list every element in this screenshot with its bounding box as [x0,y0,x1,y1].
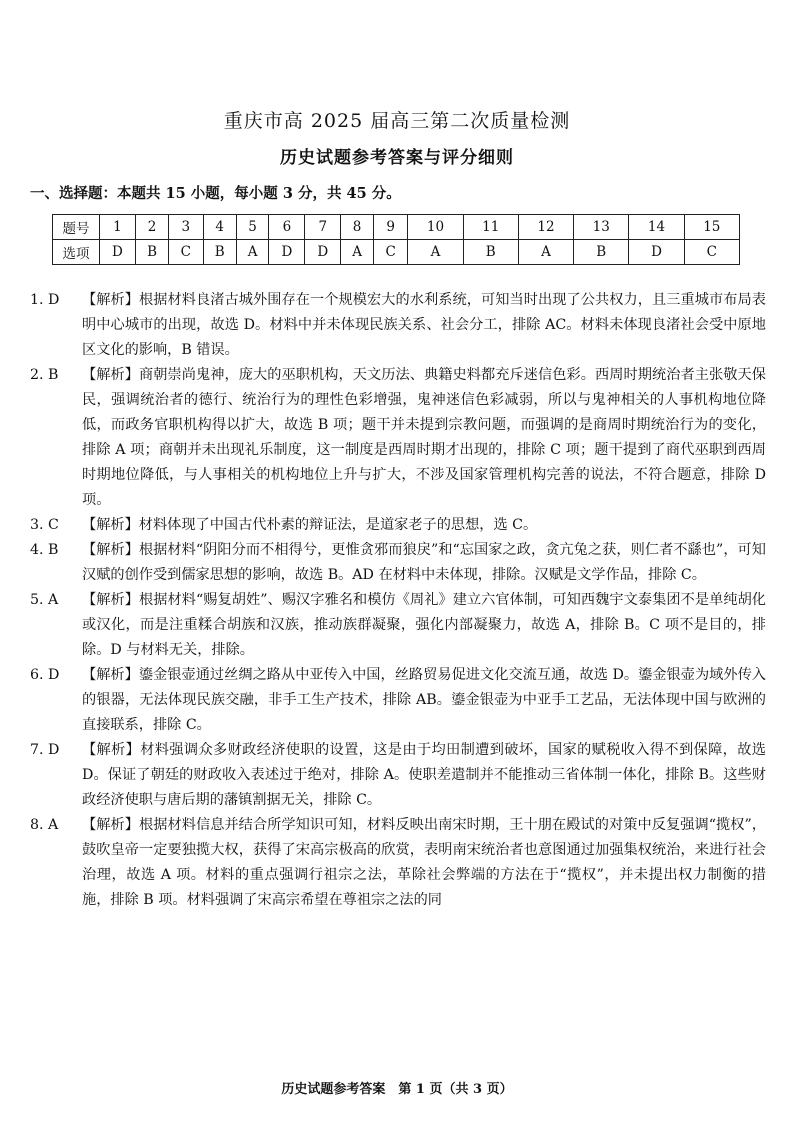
question-number-cell: 7 [305,215,341,240]
page-title: 重庆市高 2025 届高三第二次质量检测 [223,110,571,132]
explanation-item [30,738,766,813]
item-explanation: 【解析】根据材料信息并结合所学知识可知，材料反映出南宋时期，王十朋在殿试的对策中反复强调“揽权”，鼓吹皇帝一定要独揽大权，获得了宋高宗极高的欣赏，表明南宋统治者也意图通过加强集权统治，来进行社会治理，故选 A 项。材料的重点强调行祖宗之法，革除社会弊端的方法在于“揽权”，并未提出权力制衡的措施，排除 B 项。材料强调了宋高宗希望在尊祖宗之法的同 [82,817,766,908]
answer-option-cell: D [269,240,305,265]
page-subtitle: 历史试题参考答案与评分细则 [280,148,514,168]
answer-option-cell: B [203,240,236,265]
question-number-cell: 13 [574,215,629,240]
item-number: 5. A [30,592,59,608]
item-explanation: 【解析】根据材料良渚古城外围存在一个规模宏大的水利系统，可知当时出现了公共权力，且三重城市布局表明中心城市的出现，故选 D。材料中并未体现民族关系、社会分工，排除 AC。材料未体现良渚社会受中原地区文化的影响，B 错误。 [82,292,766,358]
page-footer: 历史试题参考答案 第 1 页（共 3 页） [281,1082,513,1097]
answer-table-option-row [53,240,740,265]
question-number-cell: 3 [169,215,203,240]
explanation-item [30,813,766,913]
answer-option-cell: A [236,240,269,265]
item-number: 2. B [30,367,59,383]
question-number-cell: 4 [203,215,236,240]
explanation-item [30,363,766,513]
row-label-number: 题号 [53,215,100,240]
item-number: 3. C [30,517,59,533]
answer-option-cell: D [100,240,136,265]
answer-table-number-row [53,215,740,240]
row-label-option: 选项 [53,240,100,265]
explanation-item [30,513,766,538]
explanation-list [30,288,766,913]
answer-option-cell: C [373,240,407,265]
explanation-item [30,588,766,663]
section-heading: 一、选择题：本题共 15 小题，每小题 3 分，共 45 分。 [30,185,401,202]
item-explanation: 【解析】材料强调众多财政经济使职的设置，这是由于均田制遭到破坏，国家的赋税收入得不到保障，故选 D。保证了朝廷的财政收入表述过于绝对，排除 A。使职差遣制并不能推动三省体制一体化，排除 B。这些财政经济使职与唐后期的藩镇割据无关，排除 C。 [82,742,766,808]
question-number-cell: 10 [408,215,463,240]
question-number-cell: 11 [463,215,518,240]
question-number-cell: 14 [629,215,684,240]
explanation-item [30,288,766,363]
answer-option-cell: A [341,240,374,265]
item-number: 1. D [30,292,60,308]
question-number-cell: 1 [100,215,136,240]
answer-option-cell: A [408,240,463,265]
answer-option-cell: D [629,240,684,265]
item-number: 7. D [30,742,60,758]
question-number-cell: 9 [373,215,407,240]
answer-table [52,214,740,265]
question-number-cell: 8 [341,215,374,240]
answer-option-cell: B [574,240,629,265]
answer-option-cell: C [169,240,203,265]
item-explanation: 【解析】商朝崇尚鬼神，庞大的巫职机构，天文历法、典籍史料都充斥迷信色彩。西周时期统治者主张敬天保民，强调统治者的德行、统治行为的理性色彩增强，鬼神迷信色彩减弱，所以与鬼神相关的人事机构地位降低，而政务官职机构得以扩大，故选 B 项；题干并未提到宗教问题，而强调的是商周时期统治行为的变化，排除 A 项；商朝并未出现礼乐制度，这一制度是西周时期才出现的，排除 C 项；题干提到了商代巫职到西周时期地位降低，与人事相关的机构地位上升与扩大，不涉及国家管理机构完善的说法，不符合题意，排除 D 项。 [82,367,766,508]
answer-option-cell: A [518,240,573,265]
question-number-cell: 5 [236,215,269,240]
answer-option-cell: B [135,240,168,265]
item-number: 8. A [30,817,59,833]
item-explanation: 【解析】鎏金银壶通过丝绸之路从中亚传入中国，丝路贸易促进文化交流互通，故选 D。鎏金银壶为域外传入的银器，无法体现民族交融，非手工生产技术，排除 AB。鎏金银壶为中亚手工艺品，无法体现中国与欧洲的直接联系，排除 C。 [82,667,766,733]
answer-option-cell: B [463,240,518,265]
explanation-item [30,538,766,588]
question-number-cell: 2 [135,215,168,240]
item-explanation: 【解析】材料体现了中国古代朴素的辩证法，是道家老子的思想，选 C。 [82,517,538,533]
answer-option-cell: D [305,240,341,265]
answer-option-cell: C [684,240,739,265]
question-number-cell: 15 [684,215,739,240]
item-explanation: 【解析】根据材料“赐复胡姓”、赐汉字雅名和模仿《周礼》建立六官体制，可知西魏宇文泰集团不是单纯胡化或汉化，而是注重糅合胡族和汉族，推动族群凝聚，强化内部凝聚力，故选 A，排除 B。C 项不是目的，排除。D 与材料无关，排除。 [82,592,766,658]
item-number: 6. D [30,667,60,683]
item-explanation: 【解析】根据材料“阴阳分而不相得兮，更惟贪邪而狼戾”和“忘国家之政，贪亢兔之获，则仁者不繇也”，可知汉赋的创作受到儒家思想的影响，故选 B。AD 在材料中未体现，排除。汉赋是文学作品，排除 C。 [82,542,766,583]
explanation-item [30,663,766,738]
item-number: 4. B [30,542,59,558]
question-number-cell: 6 [269,215,305,240]
question-number-cell: 12 [518,215,573,240]
